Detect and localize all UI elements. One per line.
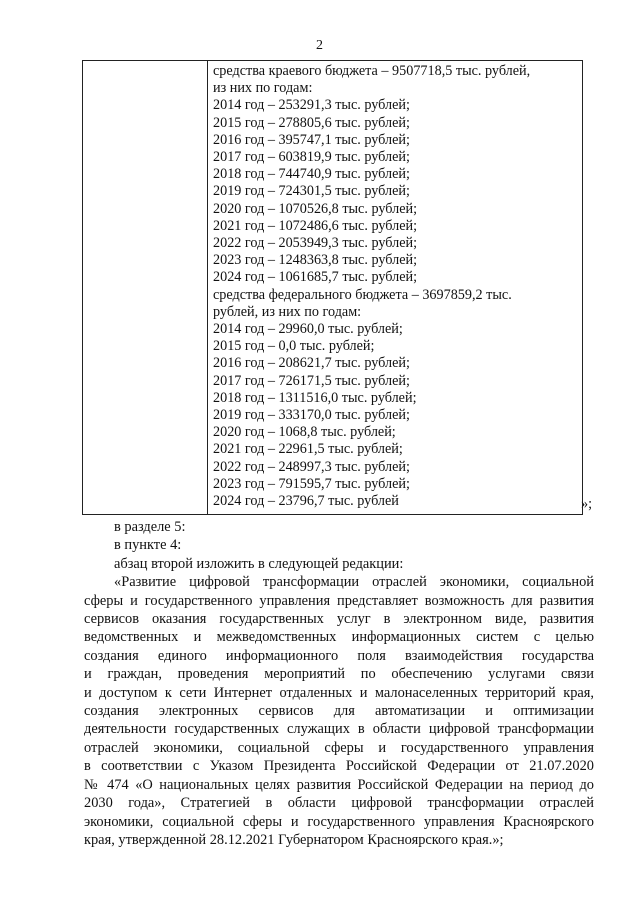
funding-line: 2017 год – 603819,9 тыс. рублей;	[213, 149, 410, 166]
quote-line: экономики, социальной сферы и государственного управления Красноярского	[84, 813, 594, 830]
section-line: в разделе 5:	[114, 519, 186, 535]
quote-line: создания единого информационного поля взаимодействия государства	[84, 647, 594, 664]
instruction-line: абзац второй изложить в следующей редакции:	[114, 555, 404, 572]
funding-line: 2016 год – 208621,7 тыс. рублей;	[213, 355, 410, 372]
quote-line: сервисов оказания государственных услуг в электронном виде, развития	[84, 611, 594, 628]
funding-line: 2024 год – 23796,7 тыс. рублей	[213, 493, 399, 510]
funding-line: 2015 год – 278805,6 тыс. рублей;	[213, 114, 410, 131]
funding-line: средства федерального бюджета – 3697859,2 тыс.	[213, 286, 512, 303]
amendment-text	[84, 518, 594, 849]
funding-line: 2019 год – 724301,5 тыс. рублей;	[213, 183, 410, 200]
funding-cell	[213, 63, 578, 510]
quote-line: в соответствии с Указом Президента Российской Федерации от 21.07.2020	[84, 758, 594, 775]
funding-line: 2022 год – 2053949,3 тыс. рублей;	[213, 235, 418, 252]
funding-line: 2024 год – 1061685,7 тыс. рублей;	[213, 269, 418, 286]
quote-line: создания электронных сервисов для автоматизации и оптимизации	[84, 703, 594, 720]
quote-line: сферы и государственного управления представляет возможность для развития	[84, 592, 594, 609]
funding-line: 2020 год – 1068,8 тыс. рублей;	[213, 424, 396, 441]
quote-line: № 474 «О национальных целях развития Российской Федерации на период до	[84, 776, 594, 793]
funding-table	[82, 60, 583, 515]
quote-line: края, утвержденной 28.12.2021 Губернатором Красноярского края.»;	[84, 831, 504, 848]
funding-line: 2015 год – 0,0 тыс. рублей;	[213, 338, 375, 355]
quote-line: отраслей экономики, социальной сферы и государственного управления	[84, 739, 594, 756]
funding-line: 2021 год – 22961,5 тыс. рублей;	[213, 441, 403, 458]
funding-line: 2017 год – 726171,5 тыс. рублей;	[213, 372, 410, 389]
quote-line: и граждан, проведения мероприятий по обеспечению услугами связи	[84, 666, 594, 683]
funding-line: 2023 год – 1248363,8 тыс. рублей;	[213, 252, 418, 269]
quote-line: 2030 года», Стратегией в области цифровой трансформации отраслей	[84, 795, 594, 812]
funding-line: 2022 год – 248997,3 тыс. рублей;	[213, 458, 410, 475]
closing-quote-mark: »;	[581, 496, 593, 512]
funding-line: рублей, из них по годам:	[213, 303, 362, 320]
funding-line: 2019 год – 333170,0 тыс. рублей;	[213, 407, 410, 424]
point-line: в пункте 4:	[114, 537, 182, 554]
quote-line: ведомственных и межведомственных информационных систем с целью	[84, 629, 594, 646]
quote-line: «Развитие цифровой трансформации отраслей экономики, социальной	[114, 574, 594, 591]
funding-line: 2020 год – 1070526,8 тыс. рублей;	[213, 200, 418, 217]
funding-line: 2021 год – 1072486,6 тыс. рублей;	[213, 217, 418, 234]
funding-line: 2016 год – 395747,1 тыс. рублей;	[213, 131, 410, 148]
quote-line: деятельности государственных служащих в области цифровой трансформации	[84, 721, 594, 738]
funding-line: 2018 год – 1311516,0 тыс. рублей;	[213, 389, 417, 406]
funding-line: 2014 год – 29960,0 тыс. рублей;	[213, 321, 403, 338]
page-number: 2	[316, 38, 323, 53]
funding-line: из них по годам:	[213, 80, 313, 97]
funding-line: 2014 год – 253291,3 тыс. рублей;	[213, 97, 410, 114]
funding-line: средства краевого бюджета – 9507718,5 тыс. рублей,	[213, 63, 531, 79]
quote-line: и доступом к сети Интернет отдаленных и малонаселенных территорий края,	[84, 684, 594, 701]
funding-line: 2018 год – 744740,9 тыс. рублей;	[213, 166, 410, 183]
funding-line: 2023 год – 791595,7 тыс. рублей;	[213, 475, 410, 492]
column-divider	[207, 61, 208, 514]
